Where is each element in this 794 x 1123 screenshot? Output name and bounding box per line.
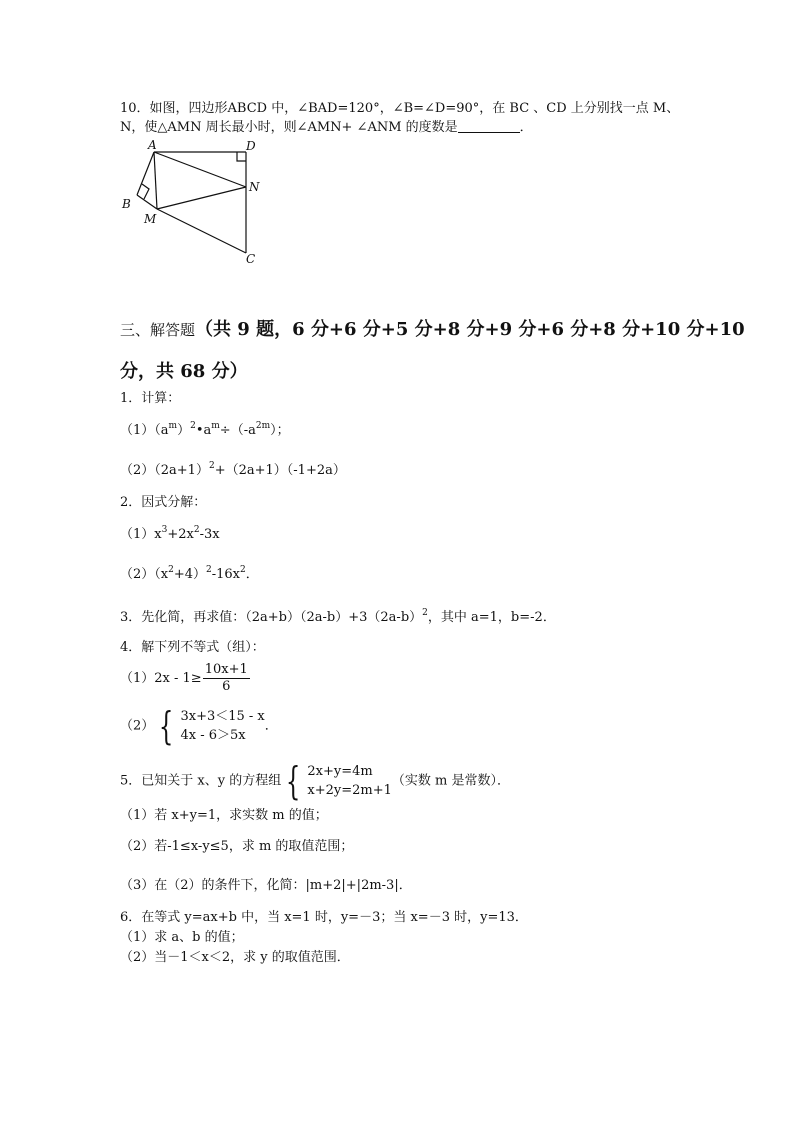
label-N: N — [249, 180, 260, 194]
p6-q1: （1）求 a、b 的值； — [120, 930, 244, 945]
section-heading-line2: 分，共 68 分） — [120, 361, 248, 382]
section-heading-line1 — [120, 315, 745, 341]
q10-end: ． — [519, 120, 533, 135]
edge-CB — [157, 209, 246, 253]
brace-icon: { — [159, 704, 174, 748]
p5-q3: （3）在（2）的条件下，化简：|m+2|+|2m-3|． — [120, 878, 412, 893]
label-D: D — [246, 139, 256, 153]
quadrilateral-figure — [118, 136, 278, 266]
edge-BA — [137, 152, 154, 195]
p1-part1: $(1)(a^m)^2•a^m\div(-a^{2m})$； — [120, 421, 290, 438]
right-angle-B — [142, 184, 149, 199]
q10-line2-text: N，使△AMN 周长最小时，则∠AMN+ ∠ANM 的度数是 — [120, 120, 458, 135]
p2-part1: $(1)x^3+2x^2-3x$ — [120, 525, 220, 542]
segment-MN — [157, 187, 246, 209]
p6-q2: （2）当－1＜x＜2，求 y 的取值范围． — [120, 950, 350, 965]
section-lead: 三、解答题 — [120, 321, 196, 339]
p1-title: 1．计算： — [120, 391, 181, 406]
p2-title: 2．因式分解： — [120, 495, 207, 510]
q10-line1: 10．如图，四边形ABCD 中，∠BAD=120°，∠B=∠D=90°，在 BC 、CD 上分别找一点 M、 — [120, 101, 680, 116]
p5-q1: （1）若 x+y=1，求实数 m 的值； — [120, 808, 328, 823]
label-A: A — [148, 138, 157, 152]
label-M: M — [144, 212, 157, 226]
p5-q2: （2）若-1≤x-y≤5，求 m 的取值范围； — [120, 839, 354, 854]
right-angle-D — [237, 152, 246, 161]
p6-title: 6．在等式 y=ax+b 中，当 x=1 时，y=－3；当 x=－3 时，y=13． — [120, 910, 528, 925]
segment-AN — [154, 152, 246, 187]
label-B: B — [122, 197, 131, 211]
p1-part2: $(2)(2a+1)^2+(2a+1)(-1+2a)$ — [120, 461, 346, 478]
fraction: $\frac{10x+1}{6}$ — [204, 662, 248, 694]
section-points: （共 9 题，6 分+6 分+5 分+8 分+9 分+6 分+8 分+10 分+10 — [195, 319, 745, 340]
p4-part1: （1）2x - 1≥ $\frac{10x+1}{6}$ — [120, 662, 248, 694]
equation-system: { 2x+y=4m x+2y=2m+1 — [286, 759, 392, 803]
p2-part2: $(2)(x^2+4)^2-16x^2$． — [120, 565, 259, 582]
edge-BM — [137, 195, 157, 209]
inequality-system: { 3x+3＜15 - x 4x - 6＞5x — [159, 704, 265, 748]
segment-AM — [154, 152, 157, 209]
brace-icon: { — [286, 759, 301, 803]
p4-part2: （2） { 3x+3＜15 - x 4x - 6＞5x ． — [120, 704, 278, 748]
q10-line2 — [120, 119, 533, 137]
p4-title: 4．解下列不等式（组）： — [120, 640, 265, 655]
label-C: C — [246, 252, 256, 266]
p3-text: 3．先化简，再求值：$(2a+b)(2a-b)+3(2a-b)^2$，其中 a=1，b=-2． — [120, 608, 556, 625]
answer-blank — [458, 120, 520, 133]
p5-text: 5．已知关于 x、y 的方程组 { 2x+y=4m x+2y=2m+1 （实数 m 是常数）． — [120, 759, 510, 803]
